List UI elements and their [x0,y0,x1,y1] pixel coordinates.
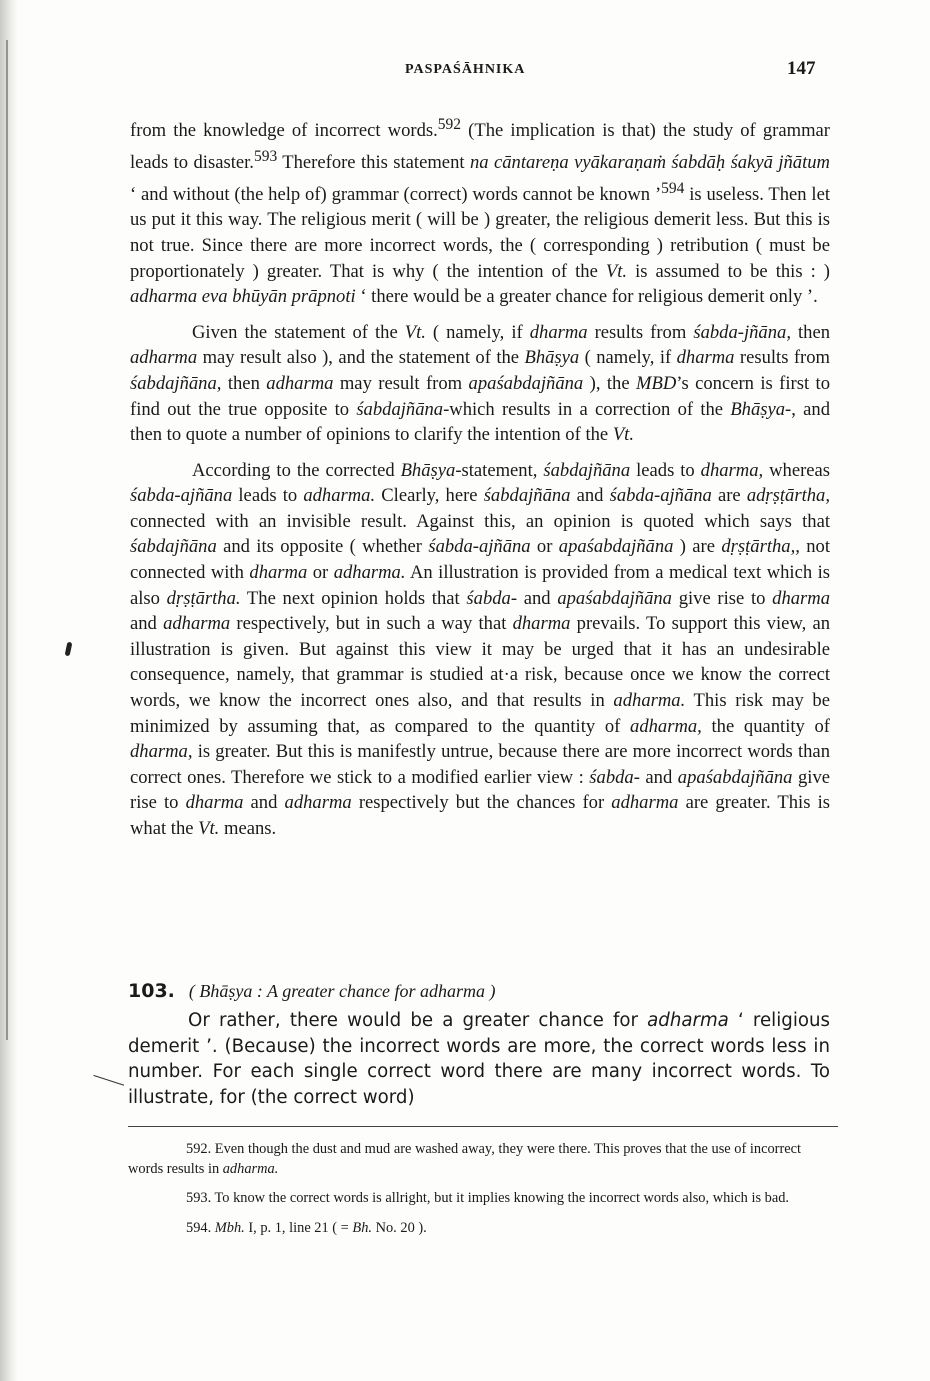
italic-term: śabda-ajñāna [130,485,233,507]
italic-term: adṛṣṭārtha, [746,485,830,507]
italic-term: MBD [636,372,677,394]
italic-term: apaśabdajñāna [557,587,672,609]
page-header [0,58,930,86]
footnote-ref: 592 [437,116,462,133]
margin-arrow-mark [93,1067,126,1085]
italic-term: dharma [185,792,244,814]
page-number: 147 [787,58,816,79]
italic-term: śabda-ajñāna [428,536,531,558]
italic-term: dharma [529,321,588,343]
italic-term: śabdajñāna [543,459,631,481]
italic-term: śabdajñāna [130,536,217,558]
italic-term: adharma [163,613,231,635]
italic-term: Bhāṣya- [730,398,792,420]
italic-term: Bhāṣya [524,347,580,369]
section-title: ( Bhāṣya : A greater chance for adharma ) [188,981,496,1001]
footnote-ref: 593 [253,147,278,165]
italic-term: adharma [647,1010,729,1031]
running-head: PASPAŚĀHNIKA [405,62,526,77]
binding-edge [6,40,8,1040]
italic-term: na cāntareṇa vyākaraṇaṁ śabdāḥ śakyā jñātum [469,151,830,173]
italic-term: adharma eva bhūyān prāpnoti [130,286,356,308]
italic-term: adharma. [613,690,686,712]
italic-term: dharma, [700,459,764,481]
italic-term: dharma, [130,741,193,763]
section-number: 103. [128,980,175,1002]
italic-term: adharma, [630,715,702,737]
italic-term: adharma [284,792,352,814]
paragraph: from the knowledge of incorrect words.$^{592}$ (The implication is that) the study of grammar leads to disaster.$^{593}$ Therefore this statement na cāntareṇa vyākaraṇaṁ śabdāḥ śakyā jñātum ‘ and without (the help of) grammar (correct) words cannot be known ’$^{594}$ is useless. Then let us put it this way. The religious merit ( will be ) greater, the religious demerit less. But this is not true. Since there are more incorrect words, the ( corresponding ) retribution ( must be proportionately ) greater. That is why ( the intention of the Vt. is assumed to be this : ) adharma eva bhūyān prāpnoti ‘ there would be a greater chance for religious demerit only ’. [130,116,830,308]
italic-term: śabda-ajñāna [609,485,712,507]
book-binding-shadow [0,0,18,1381]
italic-term: dṛṣṭārtha,, [721,536,800,558]
paragraph: Given the statement of the Vt. ( namely, if dharma results from śabda-jñāna, then adharma may result also ), and the statement of the Bhāṣya ( namely, if dharma results from śabdajñāna, then adharma may result from apaśabdajñāna ), the MBD’s concern is first to find out the true opposite to śabdajñāna-which results in a correction of the Bhāṣya-, and then to quote a number of opinions to clarify the intention of the Vt. [130,321,831,446]
italic-term: adharma [130,347,198,369]
italic-term: Vt. [404,321,426,343]
italic-term: śabdajñāna [483,485,571,507]
italic-term: adharma. [303,485,376,507]
footnote: 592. Even though the dust and mud are washed away, they were there. This proves that the use of incorrect words results in adharma. [128,1141,802,1177]
italic-term: Mbh. [214,1219,245,1236]
italic-term: śabdajñāna [356,398,444,420]
italic-term: Bh. [352,1219,372,1236]
italic-term: śabda- [466,587,518,609]
italic-term: apaśabdajñāna [468,372,584,394]
italic-term: adharma. [222,1160,279,1177]
footnotes [128,1140,828,1248]
paragraph: According to the corrected Bhāṣya-statement, śabdajñāna leads to dharma, whereas śabda-ajñāna leads to adharma. Clearly, here śabdajñāna and śabda-ajñāna are adṛṣṭārtha, connected with an invisible result. Against this, an opinion is quoted which says that śabdajñāna and its opposite ( whether śabda-ajñāna or apaśabdajñāna ) are dṛṣṭārtha,, not connected with dharma or adharma. An illustration is provided from a medical text which is also dṛṣṭārtha. The next opinion holds that śabda- and apaśabdajñāna give rise to dharma and adharma respectively, but in such a way that dharma prevails. To support this view, an illustration is given. But against this view it may be urged that it has an undesirable consequence, namely, that grammar is studied at·a risk, because once we know the correct words, we know the incorrect ones also, and that results in adharma. This risk may be minimized by assuming that, as compared to the quantity of adharma, the quantity of dharma, is greater. But this is manifestly untrue, because there are more incorrect words than correct ones. Therefore we stick to a modified earlier view : śabda- and apaśabdajñāna give rise to dharma and adharma respectively but the chances for adharma are greater. This is what the Vt. means. [130,459,831,839]
italic-term: Bhāṣya [400,459,456,481]
italic-term: dharma [512,613,571,635]
italic-term: apaśabdajñāna [677,766,793,788]
italic-term: adharma. [333,562,406,584]
italic-term: Vt. [198,818,220,839]
italic-term: śabda-jñāna, [693,321,791,343]
italic-term: dharma [249,562,308,584]
italic-term: apaśabdajñāna [558,536,674,558]
footnote: 594. Mbh. I, p. 1, line 21 ( = Bh. No. 20 ). [186,1219,427,1236]
section-103 [128,980,830,1110]
italic-term: dharma [772,587,831,609]
section-heading [128,980,830,1002]
italic-term: dṛṣṭārtha. [166,587,241,609]
italic-term: adharma [266,372,334,394]
footnote-rule [128,1126,838,1127]
body-text [130,112,830,852]
section-paragraph: Or rather, there would be a greater chance for adharma ‘ religious demerit ’. (Because) the incorrect words are more, the correct words less in number. For each single correct word there are many incorrect words. To illustrate, for (the correct word) [128,1010,831,1108]
italic-term: Vt. [612,424,634,446]
italic-term: dharma [676,347,735,369]
italic-term: śabdajñāna, [130,372,222,394]
footnote: 593. To know the correct words is allright, but it implies knowing the incorrect words also, which is bad. [186,1190,790,1206]
margin-mark [65,642,73,657]
italic-term: adharma [611,792,679,814]
italic-term: śabda- [589,766,640,788]
italic-term: Vt. [605,260,628,282]
footnote-ref: 594 [661,179,685,197]
